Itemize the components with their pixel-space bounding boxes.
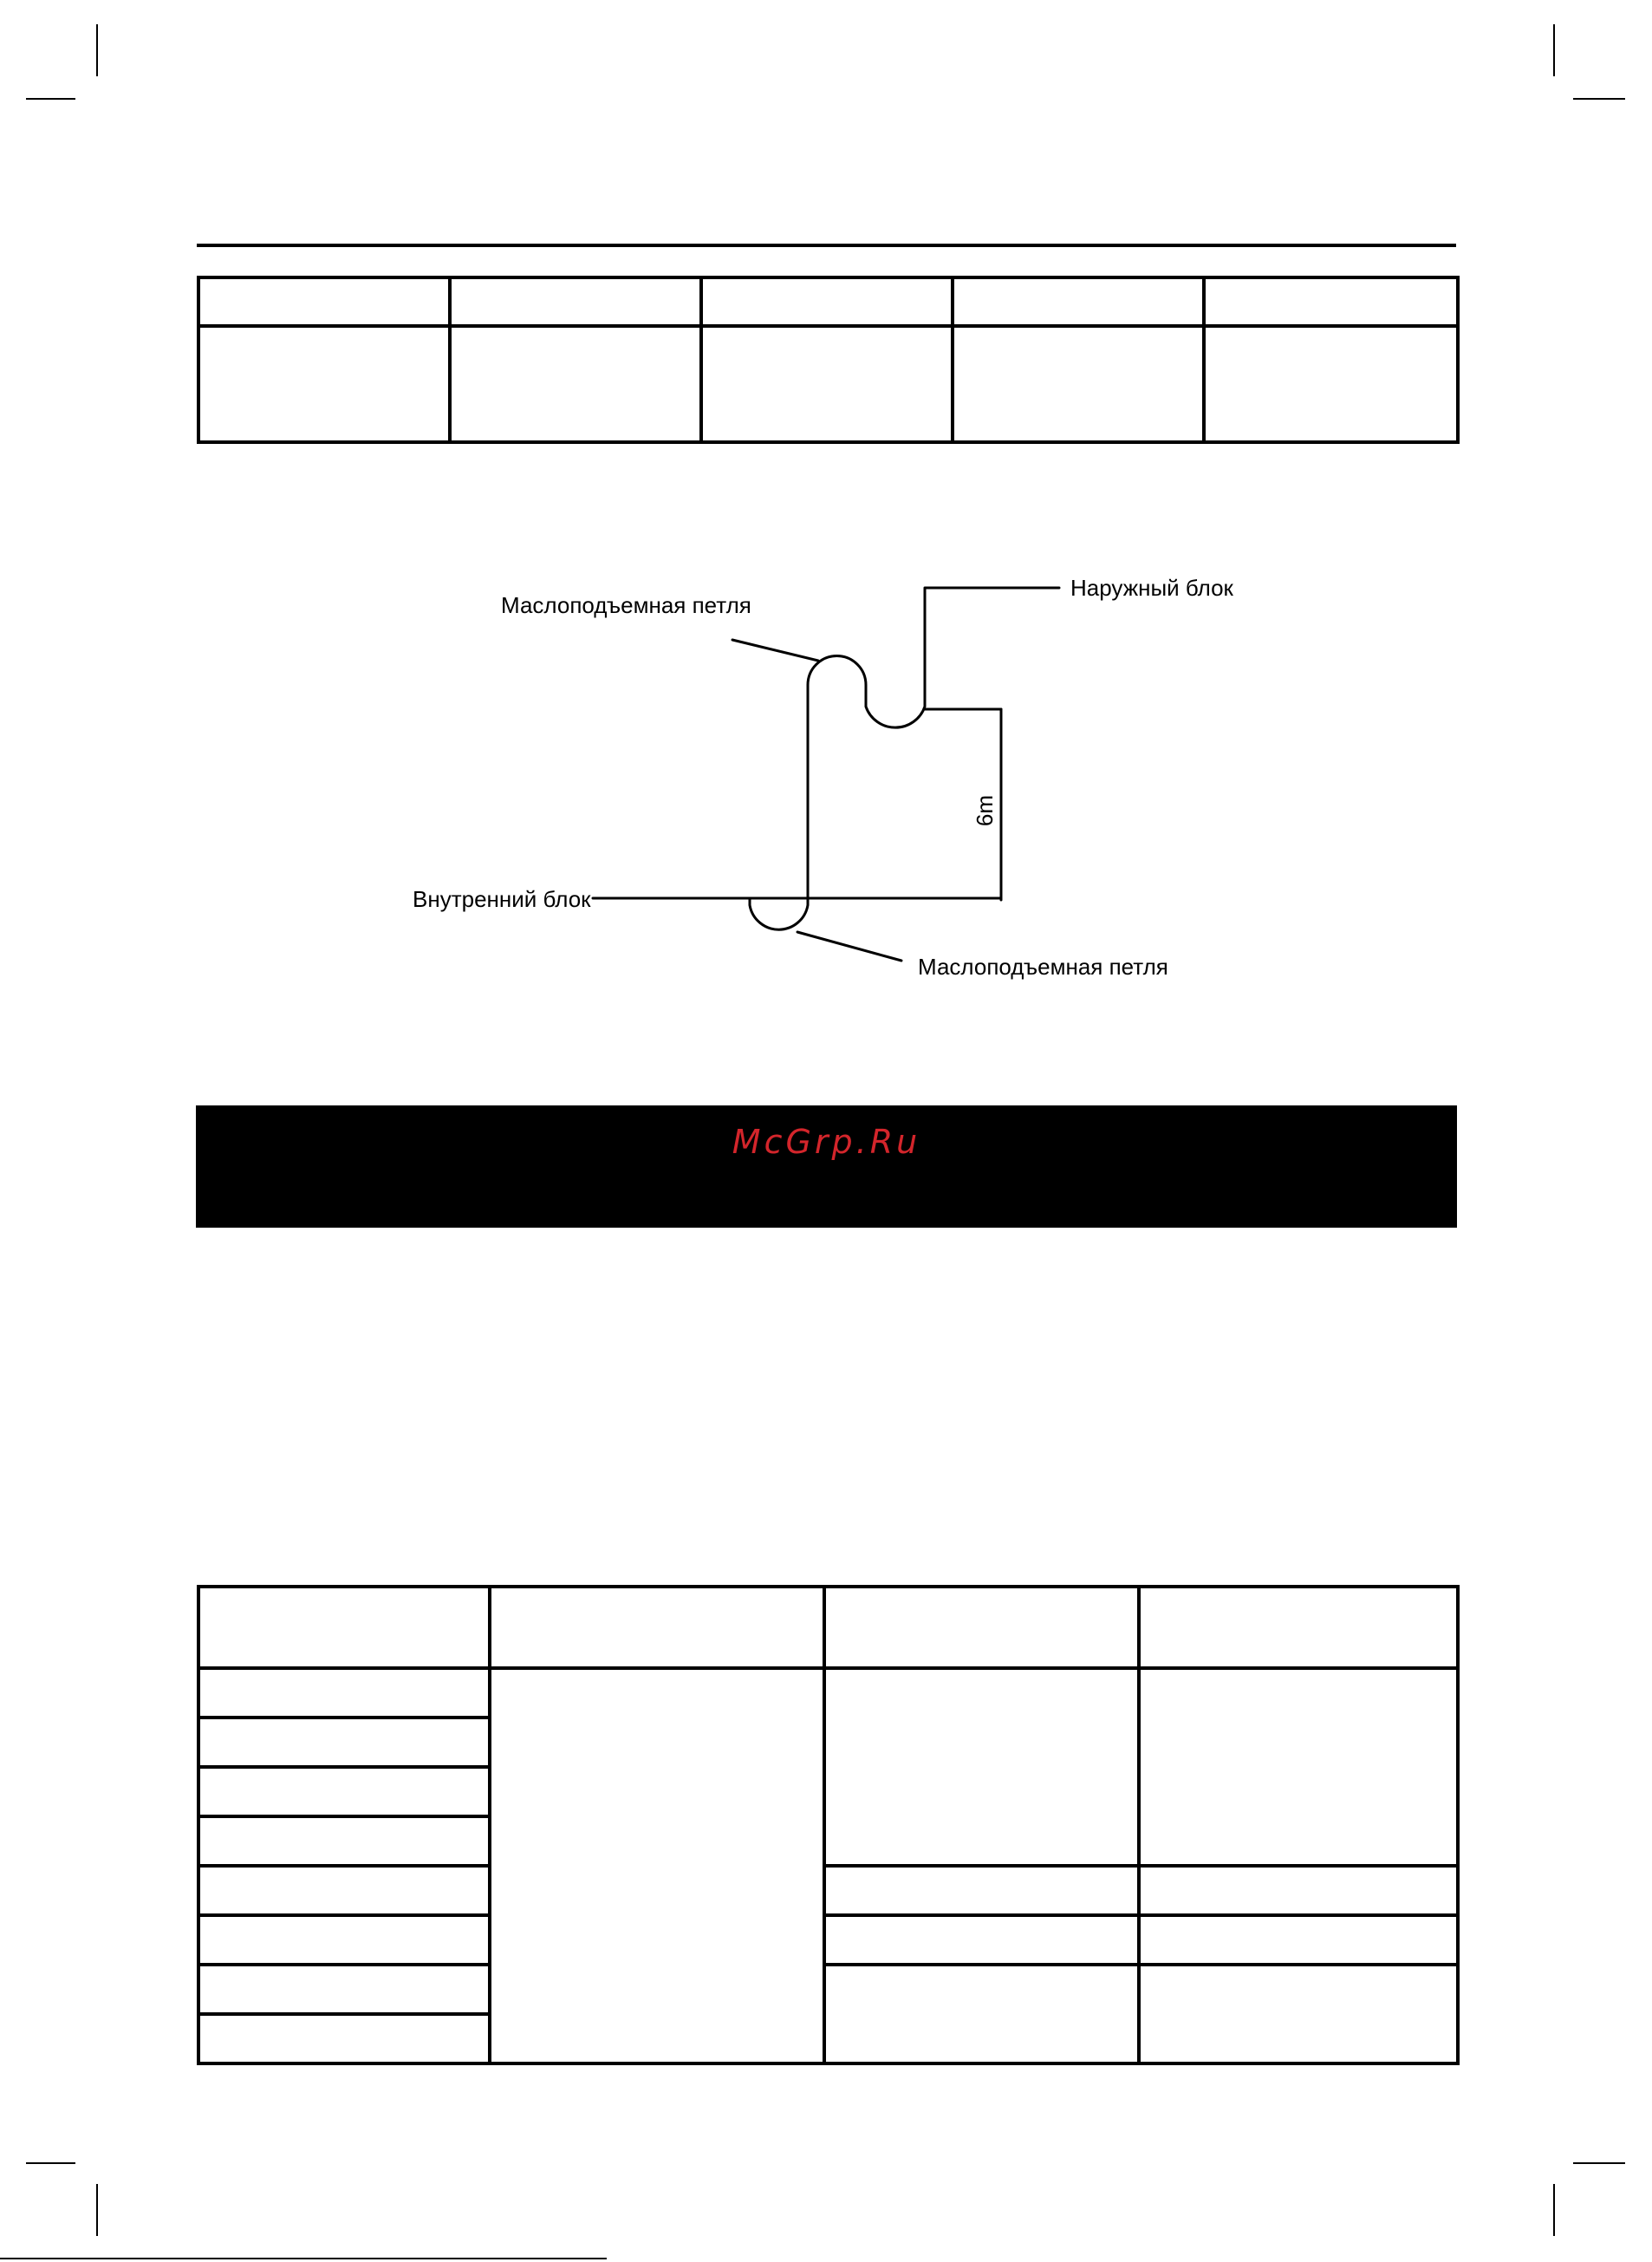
label-oil-loop-top: Маслоподъемная петля <box>501 592 751 618</box>
table-row <box>198 277 1458 326</box>
crop-mark-bottom-right-h <box>1573 2162 1625 2164</box>
label-indoor-unit: Внутренний блок <box>413 886 591 912</box>
table-cell <box>1139 1587 1458 1668</box>
table-cell <box>701 277 953 326</box>
table-cell <box>490 1587 824 1668</box>
crop-mark-top-left-v <box>96 24 98 76</box>
table-cell <box>1139 1965 1458 2063</box>
table-cell <box>198 1965 490 2014</box>
leader-line-top <box>732 640 818 661</box>
table-cell <box>1139 1915 1458 1965</box>
table-cell <box>450 277 701 326</box>
table-cell <box>824 1965 1139 2063</box>
table-cell <box>198 2014 490 2063</box>
table-cell <box>953 277 1204 326</box>
table-row <box>198 1866 1458 1915</box>
table-cell <box>198 326 450 442</box>
label-oil-loop-bottom: Маслоподъемная петля <box>918 954 1168 980</box>
lower-oil-loop-path <box>750 898 808 929</box>
table-cell <box>1204 277 1458 326</box>
crop-mark-bottom-right-v <box>1553 2184 1555 2236</box>
table-row <box>198 1915 1458 1965</box>
top-table <box>197 276 1460 444</box>
table-cell <box>198 1718 490 1767</box>
table-cell <box>1204 326 1458 442</box>
table-cell <box>198 1915 490 1965</box>
riser-pipe-path <box>808 588 1059 900</box>
table-cell <box>824 1587 1139 1668</box>
crop-mark-top-left-h <box>26 98 75 100</box>
table-row <box>198 1587 1458 1668</box>
bottom-table <box>197 1585 1460 2065</box>
table-cell <box>953 326 1204 442</box>
table-cell <box>824 1915 1139 1965</box>
label-height: 6m <box>972 794 998 827</box>
table-cell <box>198 1866 490 1915</box>
table-cell <box>490 1668 824 2063</box>
table-cell <box>198 277 450 326</box>
label-outdoor-unit: Наружный блок <box>1070 575 1233 601</box>
table-row <box>198 326 1458 442</box>
crop-mark-bottom-left-h <box>26 2162 75 2164</box>
table-cell <box>198 1816 490 1866</box>
table-cell <box>198 1668 490 1718</box>
table-cell <box>198 1767 490 1816</box>
table-cell <box>1139 1866 1458 1915</box>
table-cell <box>701 326 953 442</box>
black-banner <box>196 1105 1457 1228</box>
header-rule <box>197 244 1456 247</box>
crop-mark-top-right-h <box>1573 98 1625 100</box>
table-cell <box>824 1866 1139 1915</box>
watermark-text: McGrp.Ru <box>732 1123 921 1161</box>
table-row <box>198 1965 1458 2014</box>
table-cell <box>1139 1668 1458 1866</box>
bottom-edge-line <box>0 2258 607 2259</box>
crop-mark-top-right-v <box>1553 24 1555 76</box>
crop-mark-bottom-left-v <box>96 2184 98 2236</box>
leader-line-bottom <box>797 932 901 961</box>
table-cell <box>198 1587 490 1668</box>
table-row <box>198 1668 1458 1718</box>
table-cell <box>450 326 701 442</box>
table-cell <box>824 1668 1139 1866</box>
